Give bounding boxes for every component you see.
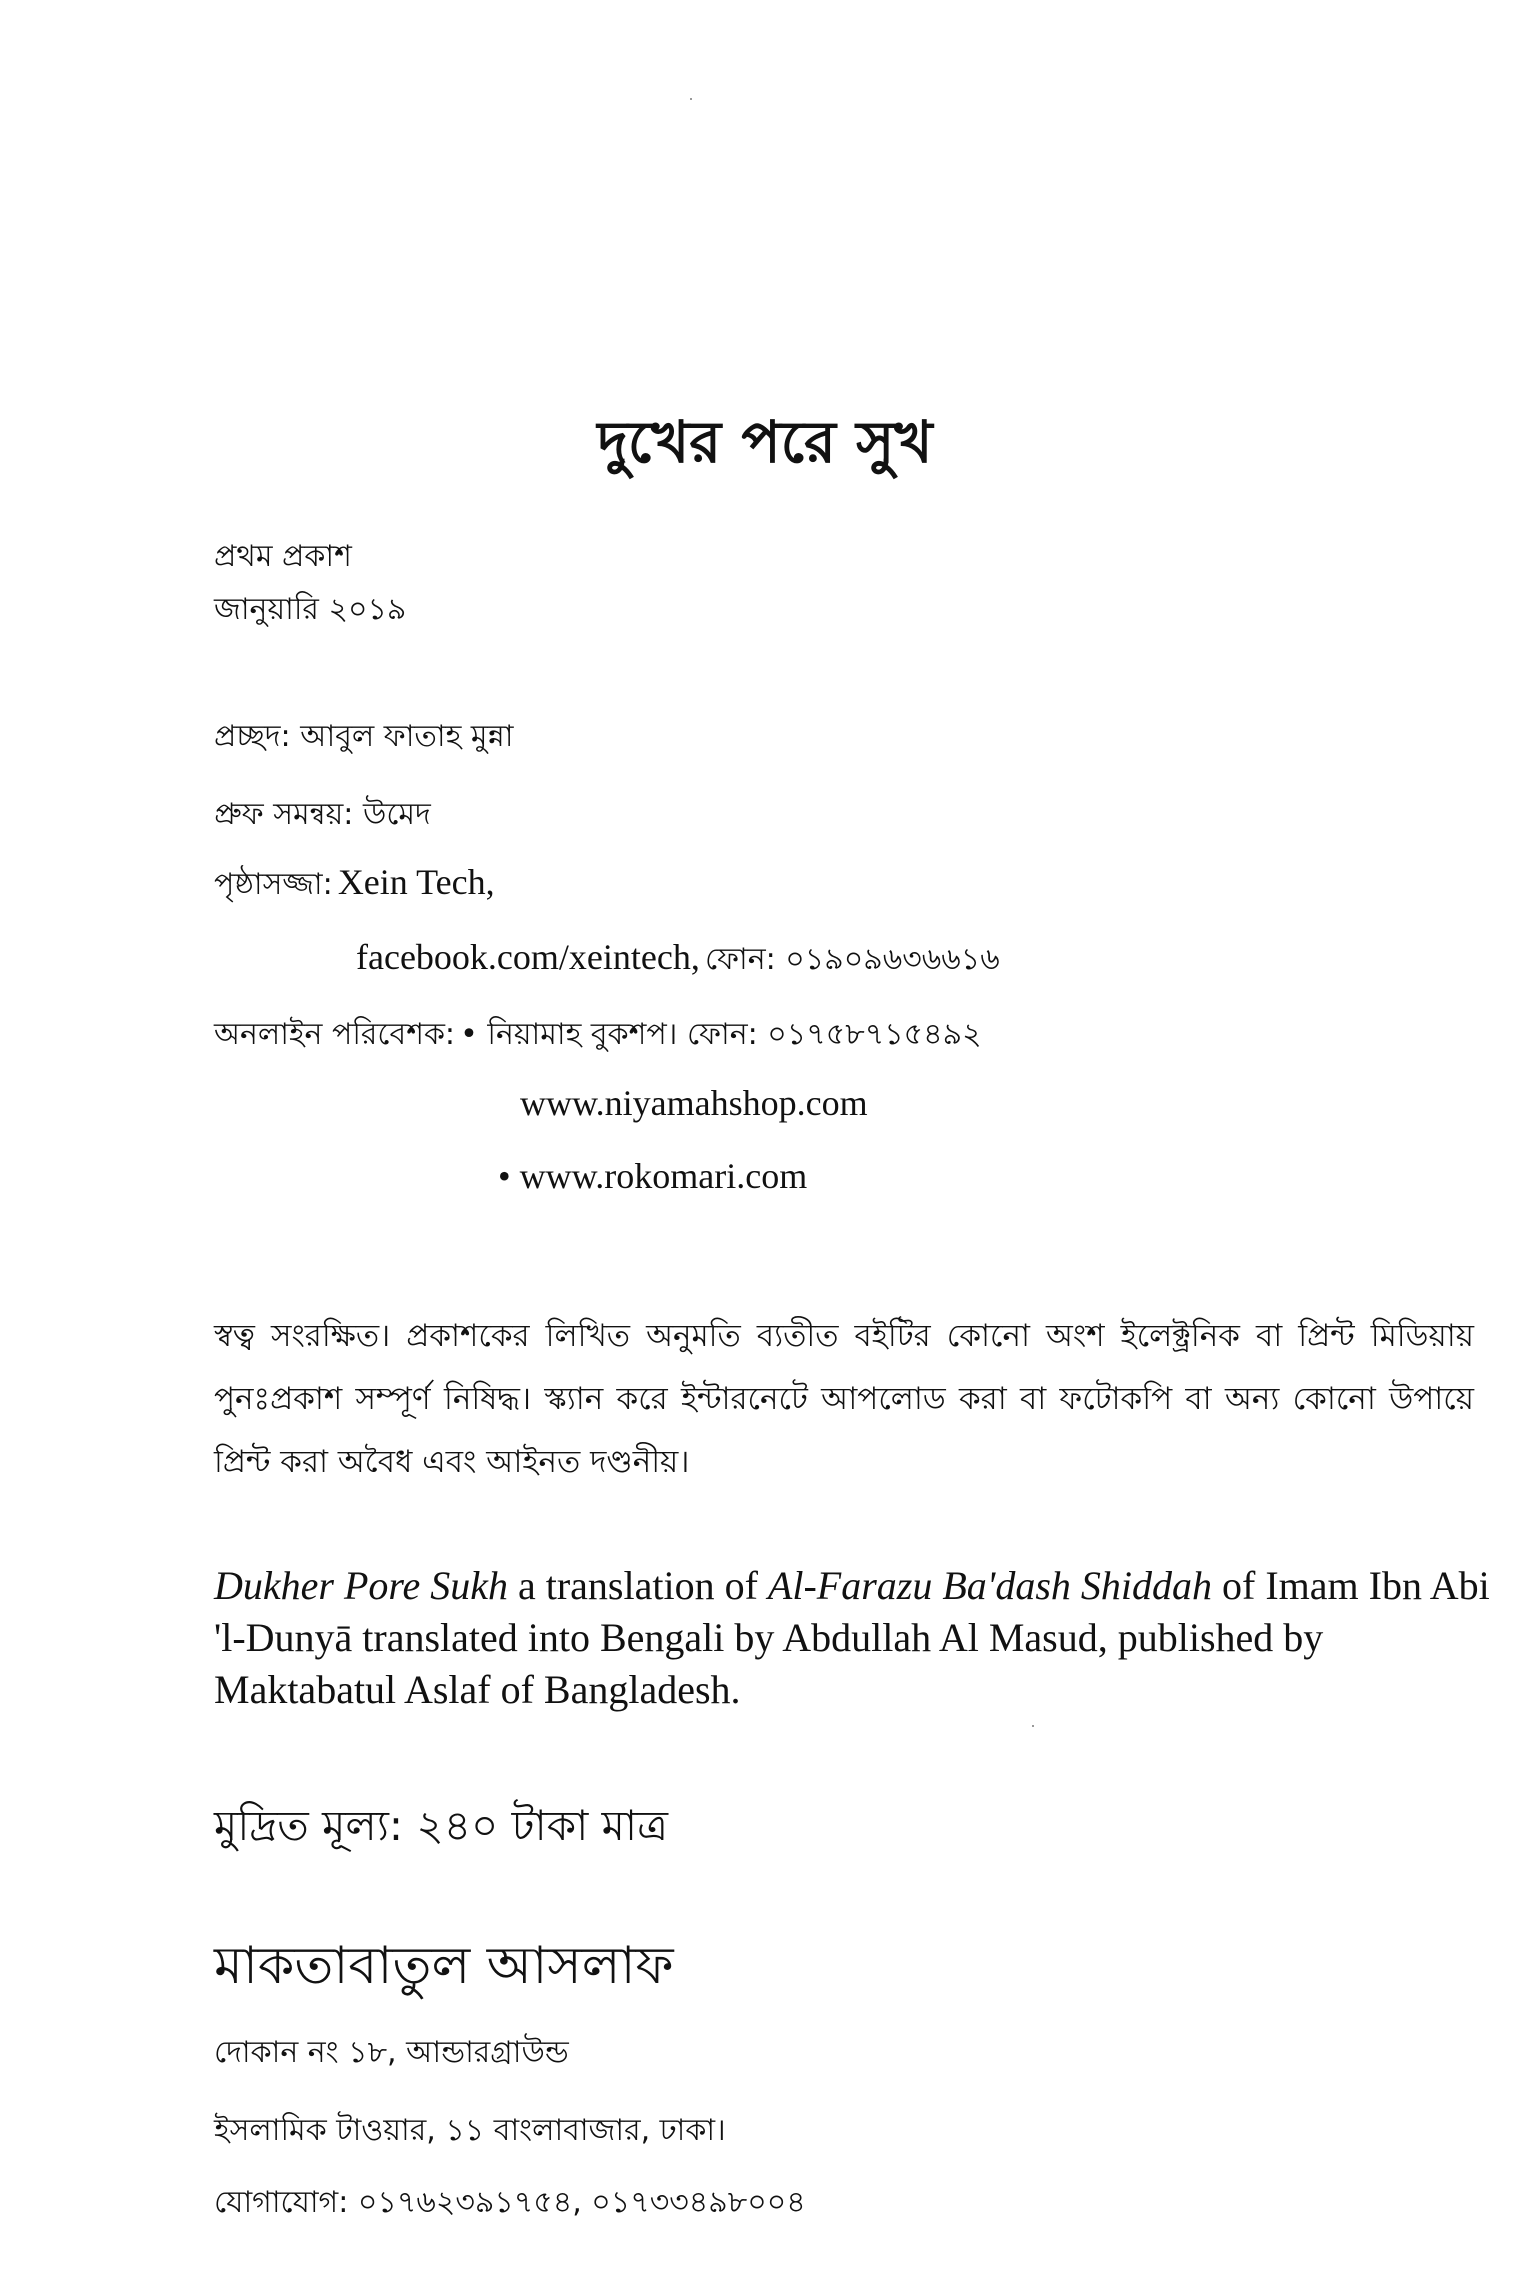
publisher-contact: যোগাযোগ: ০১৭৬২৩৯১৭৫৪, ০১৭৩৩৪৯৮০০৪ (214, 2185, 806, 2220)
scan-speck (690, 98, 692, 100)
online-distributor-first: • নিয়ামাহ বুকশপ। ফোন: ০১৭৫৮৭১৫৪৯২ (460, 1017, 982, 1052)
publisher-name: মাকতাবাতুল আসলাফ (214, 1936, 674, 1996)
proof-credit: প্রুফ সমন্বয়: উমেদ (214, 797, 431, 832)
online-distributor-line (214, 1010, 982, 1061)
first-edition-date: জানুয়ারি ২০১৯ (214, 592, 407, 627)
online-distributor-first-web: www.niyamahshop.com (520, 1083, 868, 1123)
translation-text-1: a translation of (507, 1563, 768, 1608)
layout-contact (356, 935, 1000, 986)
first-edition-label: প্রথম প্রকাশ (214, 539, 352, 574)
copyright-notice: স্বত্ব সংরক্ষিত। প্রকাশকের লিখিত অনুমতি ব্যতীত বইটির কোনো অংশ ইলেক্ট্রনিক বা প্রিন্ট মিডিয়ায় পুনঃপ্রকাশ সম্পূর্ণ নিষিদ্ধ। স্ক্যান করে ইন্টারনেটে আপলোড করা বা ফটোকপি বা অন্য কোনো উপায়ে প্রিন্ট করা অবৈধ এবং আইনত দণ্ডনীয়। (214, 1318, 1474, 1480)
publisher-shop: দোকান নং ১৮, আন্ডারগ্রাউন্ড (214, 2035, 569, 2070)
online-distributor-second: • www.rokomari.com (498, 1156, 808, 1196)
cover-credit: প্রচ্ছদ: আবুল ফাতাহ মুন্না (214, 719, 514, 754)
scan-speck (1032, 1725, 1034, 1727)
translation-text-2: of Imam Ibn Abi 'l-Dunyā translated into Bengali by Abdullah Al Masud, published by Maktabatul Aslaf of Bangladesh. (214, 1563, 1490, 1712)
layout-phone: ফোন: ০১৯০৯৬৩৬৬১৬ (704, 942, 1000, 977)
translation-title: Dukher Pore Sukh (214, 1563, 508, 1608)
original-title: Al-Farazu Ba'dash Shiddah (767, 1563, 1213, 1608)
layout-label: পৃষ্ঠাসজ্জা: (214, 867, 333, 902)
layout-web: facebook.com/xeintech, (356, 937, 700, 977)
book-title: দুখের পরে সুখ (597, 408, 933, 476)
online-distributor-label: অনলাইন পরিবেশক: (214, 1017, 456, 1052)
publisher-address: ইসলামিক টাওয়ার, ১১ বাংলাবাজার, ঢাকা। (214, 2113, 726, 2148)
layout-credit (214, 860, 495, 911)
translation-note (214, 1560, 1494, 1716)
printed-price: মুদ্রিত মূল্য: ২৪০ টাকা মাত্র (214, 1801, 668, 1850)
layout-value: Xein Tech, (337, 862, 495, 902)
